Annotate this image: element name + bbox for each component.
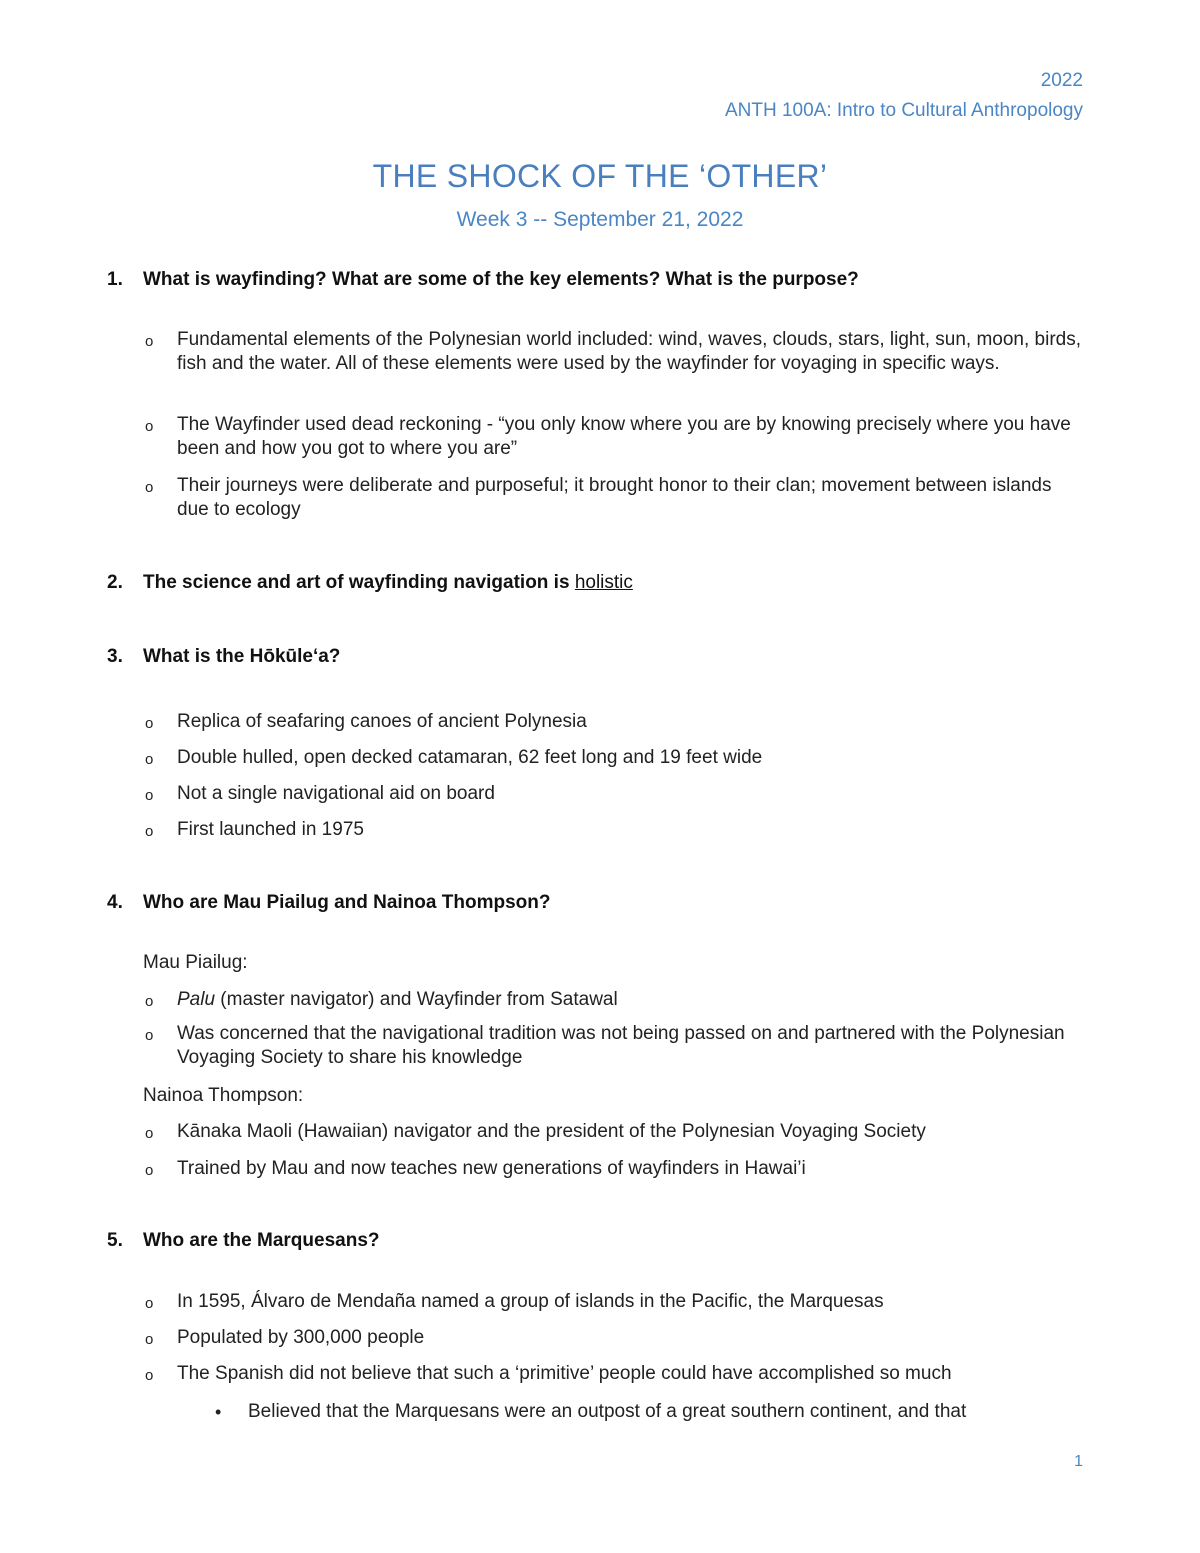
question-5 — [107, 1230, 380, 1252]
header-course: ANTH 100A: Intro to Cultural Anthropology — [724, 100, 1083, 121]
bullet-marker: o — [145, 1125, 154, 1142]
list-item — [145, 474, 1085, 522]
palu-term: Palu — [177, 989, 216, 1010]
bullet-marker: o — [145, 823, 154, 840]
question-text: What is the Hōkūleʻa? — [143, 646, 341, 667]
question-text: What is wayfinding? What are some of the key elements? What is the purpose? — [143, 269, 859, 290]
list-item — [145, 413, 1085, 461]
list-item-text: Double hulled, open decked catamaran, 62 feet long and 19 feet wide — [177, 747, 763, 768]
bullet-marker: o — [145, 1162, 154, 1179]
palu-description: (master navigator) and Wayfinder from Satawal — [215, 989, 618, 1010]
bullet-marker: o — [145, 1027, 154, 1044]
list-item-text: The Spanish did not believe that such a ‘primitive’ people could have accomplished so much — [177, 1363, 952, 1384]
bullet-marker: o — [145, 715, 154, 732]
list-item — [145, 710, 1085, 734]
list-item-text: Populated by 300,000 people — [177, 1327, 425, 1348]
question-number: 3. — [107, 646, 123, 667]
document-subtitle: Week 3 -- September 21, 2022 — [456, 208, 744, 231]
sub-list-item-text: Believed that the Marquesans were an outpost of a great southern continent, and that — [248, 1401, 967, 1422]
list-item — [145, 1120, 1085, 1144]
question-text: The science and art of wayfinding navigation is — [143, 572, 570, 593]
question-text: Who are the Marquesans? — [143, 1230, 380, 1251]
mau-heading: Mau Piailug: — [143, 952, 248, 973]
bullet-marker: o — [145, 418, 154, 435]
list-item — [145, 988, 1085, 1012]
sub-list-item — [215, 1400, 1075, 1424]
bullet-marker: o — [145, 333, 154, 350]
page-number: 1 — [1074, 1453, 1083, 1470]
list-item-text: First launched in 1975 — [177, 819, 364, 840]
list-item-text: The Wayfinder used dead reckoning - “you only know where you are by knowing precisely where you have been and how you got to where you are” — [177, 414, 1071, 459]
question-2 — [107, 572, 633, 594]
list-item — [145, 746, 1085, 770]
document-title: THE SHOCK OF THE ‘OTHER’ — [372, 158, 828, 194]
list-item — [145, 1022, 1085, 1070]
emphasis-holistic: holistic — [574, 572, 633, 593]
question-4 — [107, 892, 550, 914]
list-item — [145, 1157, 1085, 1181]
bullet-marker: o — [145, 787, 154, 804]
question-1 — [107, 269, 859, 291]
list-item — [145, 818, 1085, 842]
dot-marker: • — [215, 1402, 222, 1422]
list-item-text: Kānaka Maoli (Hawaiian) navigator and the president of the Polynesian Voyaging Society — [177, 1121, 926, 1142]
bullet-marker: o — [145, 479, 154, 496]
question-number: 5. — [107, 1230, 123, 1251]
bullet-marker: o — [145, 751, 154, 768]
list-item-text: Trained by Mau and now teaches new generations of wayfinders in Hawai’i — [177, 1158, 806, 1179]
list-item — [145, 1326, 1085, 1350]
bullet-marker: o — [145, 993, 154, 1010]
question-number: 1. — [107, 269, 123, 290]
list-item-text: Fundamental elements of the Polynesian world included: wind, waves, clouds, stars, light, sun, moon, birds, fish and the water. All of these elements were used by the wayfinder for voyaging in specific ways. — [177, 329, 1082, 374]
list-item-text — [177, 988, 1085, 1012]
list-item-text: Not a single navigational aid on board — [177, 783, 495, 804]
question-number: 2. — [107, 572, 123, 593]
question-3 — [107, 646, 340, 668]
bullet-marker: o — [145, 1367, 154, 1384]
nainoa-heading: Nainoa Thompson: — [143, 1085, 304, 1106]
list-item — [145, 1290, 1085, 1314]
bullet-marker: o — [145, 1331, 154, 1348]
header-year: 2022 — [1040, 70, 1083, 91]
list-item-text: Their journeys were deliberate and purposeful; it brought honor to their clan; movement between islands due to ecology — [177, 475, 1052, 520]
list-item-text: In 1595, Álvaro de Mendaña named a group of islands in the Pacific, the Marquesas — [177, 1291, 884, 1312]
list-item — [145, 782, 1085, 806]
list-item — [145, 328, 1085, 376]
list-item — [145, 1362, 1085, 1386]
question-number: 4. — [107, 892, 123, 913]
question-text: Who are Mau Piailug and Nainoa Thompson? — [143, 892, 551, 913]
list-item-text: Was concerned that the navigational tradition was not being passed on and partnered with the Polynesian Voyaging Society to share his knowledge — [177, 1023, 1065, 1068]
list-item-text: Replica of seafaring canoes of ancient Polynesia — [177, 711, 587, 732]
bullet-marker: o — [145, 1295, 154, 1312]
